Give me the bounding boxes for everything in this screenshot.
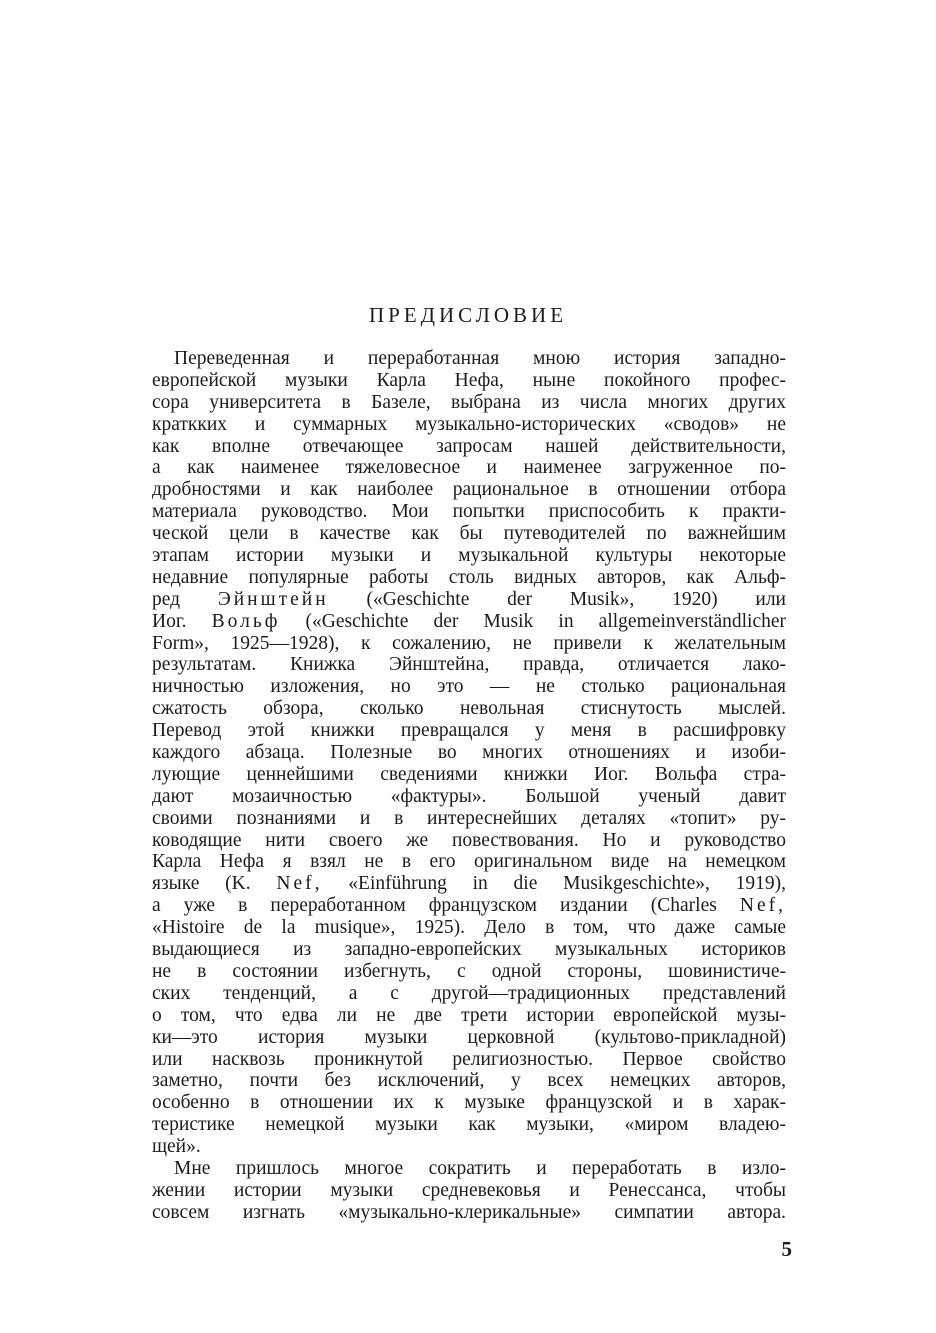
author-name-einstein: Эйнштейн — [217, 588, 329, 610]
text-fragment: Иог. — [152, 610, 187, 632]
author-name-wolf: Вольф — [211, 610, 281, 632]
author-name-nef: Nef, — [276, 873, 323, 895]
text-line: Form», 1925—1928), к сожалению, не привели к желательным — [152, 632, 786, 654]
text-line — [152, 414, 786, 436]
text-line: ки—это история музыки церковной (культово-прикладной) — [152, 1026, 786, 1048]
text-line: сжатость обзора, сколько невольная стиснутость мыслей. — [152, 698, 786, 720]
text-line: о том, что едва ли не две трети истории европейской музы- — [152, 1004, 786, 1026]
paragraph-1 — [152, 348, 786, 1158]
text-line: европейской музыки Карла Нефа, ныне покойного профес- — [152, 369, 786, 391]
text-line: ководящие нити своего же повествования. Но и руководство — [152, 829, 786, 851]
text-line — [152, 895, 786, 917]
text-fragment: («Geschichte der Musik in allgemeinverständlicher — [305, 610, 787, 632]
text-line: Карла Нефа я взял не в его оригинальном виде на немецком — [152, 851, 786, 873]
text-fragment: «Einführung in die Musikgeschichte», 1919), — [348, 873, 787, 895]
text-fragment: аткких и суммарных музыкально-исторических «сводов» не — [171, 413, 786, 435]
text-line: дают мозаичностью «фактуры». Большой ученый давит — [152, 785, 786, 807]
text-line: Перевод этой книжки превращался у меня в расшифровку — [152, 720, 786, 742]
paragraph-2 — [152, 1158, 786, 1224]
text-line: или насквозь проникнутой религиозностью. Первое свойство — [152, 1048, 786, 1070]
text-line: Мне пришлось многое сократить и переработать в изло- — [174, 1157, 786, 1179]
text-line: своими познаниями и в интереснейших деталях «топит» ру- — [152, 807, 786, 829]
text-line: сора университета в Базеле, выбрана из числа многих других — [152, 391, 786, 413]
page-title: ПРЕДИСЛОВИЕ — [368, 303, 568, 327]
text-fragment: языке (K. — [152, 873, 251, 895]
text-fragment: ред — [152, 588, 181, 610]
text-line: «Histoire de la musique», 1925). Дело в том, что даже самые — [152, 917, 786, 939]
text-line: особенно в отношении их к музыке французской и в харак- — [152, 1092, 786, 1114]
text-line — [152, 589, 786, 611]
text-line: жении истории музыки средневековья и Ренессанса, чтобы — [152, 1179, 786, 1201]
text-line: недавние популярные работы столь видных авторов, как Альф- — [152, 566, 786, 588]
text-line: дробностями и как наиболее рациональное в отношении отбора — [152, 479, 786, 501]
body-text — [152, 348, 786, 1224]
text-line — [152, 611, 786, 633]
text-fragment: кр — [152, 413, 172, 435]
text-line: щей». — [152, 1136, 201, 1158]
text-line: результатам. Книжка Эйнштейна, правда, отличается лако- — [152, 654, 786, 676]
text-fragment: а уже в переработанном французском издании (Charles — [152, 895, 717, 917]
text-line: лующие ценнейшими сведениями книжки Иог. Вольфа стра- — [152, 763, 786, 785]
text-line: как вполне отвечающее запросам нашей действительности, — [152, 435, 786, 457]
text-line: совсем изгнать «музыкально-клерикальные» симпатии автора. — [152, 1201, 786, 1223]
text-line: заметно, почти без исключений, у всех немецких авторов, — [152, 1070, 786, 1092]
text-line: каждого абзаца. Полезные во многих отношениях и изоби- — [152, 742, 786, 764]
text-fragment: («Geschichte der Musik», 1920) или — [366, 588, 786, 610]
text-line: а как наименее тяжеловесное и наименее загруженное по- — [152, 457, 786, 479]
text-line: материала руководство. Мои попытки приспособить к практи- — [152, 501, 786, 523]
text-line — [152, 873, 786, 895]
text-line: ческой цели в качестве как бы путеводителей по важнейшим — [152, 523, 786, 545]
text-line: выдающиеся из западно-европейских музыкальных историков — [152, 939, 786, 961]
text-line: Переведенная и переработанная мною история западно- — [174, 348, 786, 369]
author-name-nef: Nef, — [739, 895, 787, 917]
text-line: этапам истории музыки и музыкальной культуры некоторые — [152, 545, 786, 567]
page-number: 5 — [781, 1237, 792, 1261]
text-line: ничностью изложения, но это — не столько рациональная — [152, 676, 786, 698]
text-line: теристике немецкой музыки как музыки, «миром владею- — [152, 1114, 786, 1136]
text-line: ских тенденций, а с другой—традиционных представлений — [152, 982, 786, 1004]
text-line: не в состоянии избегнуть, с одной стороны, шовинистиче- — [152, 960, 786, 982]
